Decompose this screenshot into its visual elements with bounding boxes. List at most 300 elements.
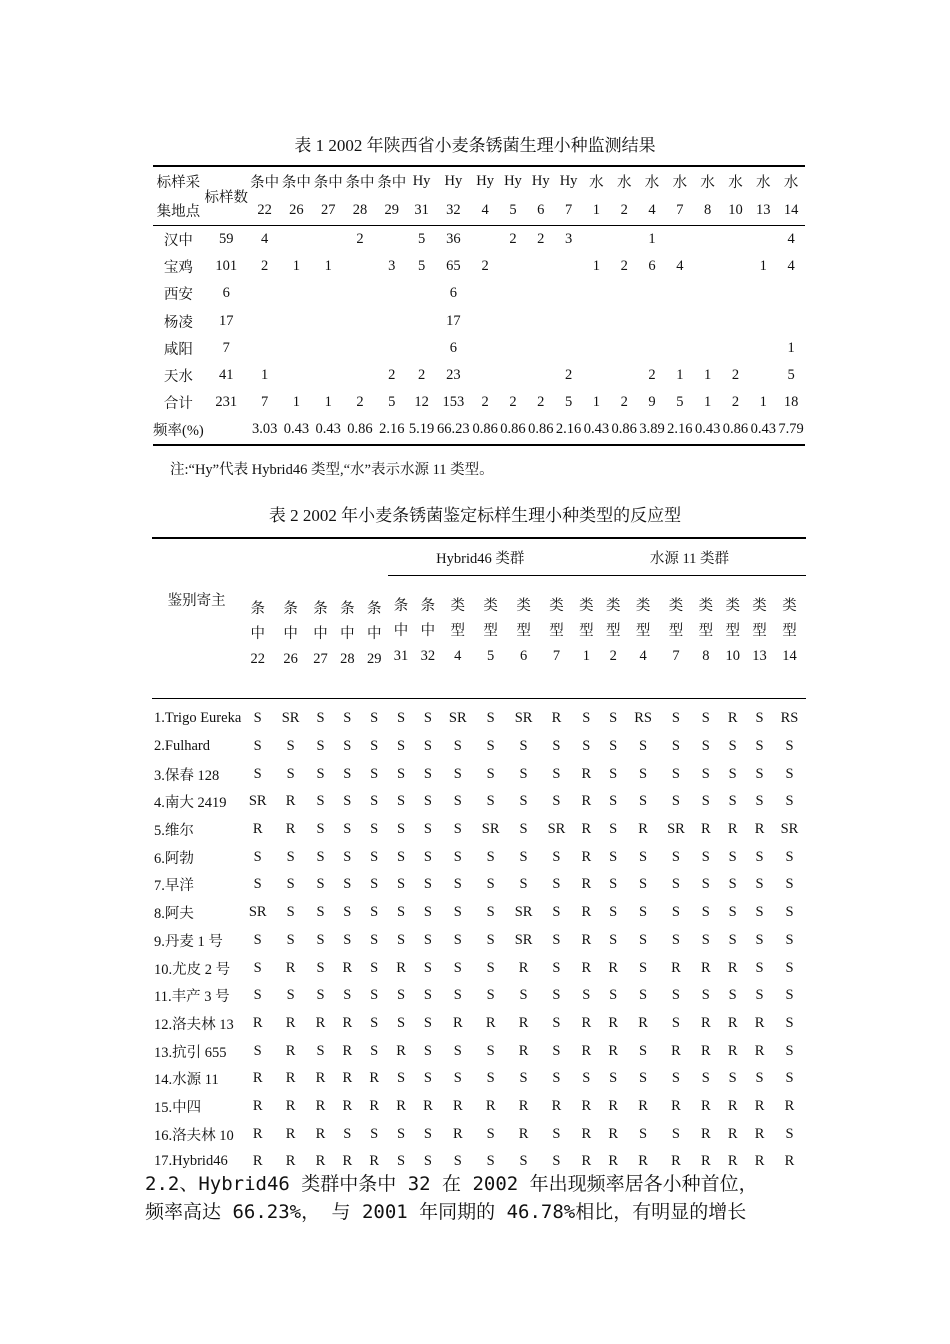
reaction-type: S <box>343 710 352 727</box>
race-count <box>344 362 376 389</box>
race-col-label <box>540 594 573 669</box>
reaction-type: R <box>581 1153 592 1170</box>
race-header-top: Hy <box>408 166 436 196</box>
reaction-type: S <box>609 931 618 948</box>
frequency-value: 2.16 <box>555 416 583 444</box>
reaction-type: R <box>518 1097 529 1114</box>
reaction-type: S <box>755 876 764 893</box>
reaction-type: S <box>370 738 379 755</box>
reaction-type: R <box>727 1014 738 1031</box>
reaction-type: R <box>518 1042 529 1059</box>
reaction-type: R <box>608 1153 619 1170</box>
reaction-type: R <box>608 1042 619 1059</box>
reaction-type: S <box>423 904 432 921</box>
race-count: 2 <box>731 394 740 411</box>
site-name: 咸阳 <box>163 341 193 358</box>
race-count <box>666 335 694 362</box>
race-col-label-part: 型 <box>483 623 498 639</box>
race-col-label-part: 条 <box>283 601 298 617</box>
table1 <box>153 165 805 446</box>
reaction-type: R <box>784 1153 795 1170</box>
reaction-type: S <box>785 904 794 921</box>
reaction-type: S <box>552 876 561 893</box>
race-count: 2 <box>356 231 364 248</box>
reaction-type: R <box>315 1153 326 1170</box>
reaction-type: S <box>397 765 406 782</box>
reaction-type: S <box>286 904 295 921</box>
reaction-type: S <box>609 904 618 921</box>
race-count <box>582 280 610 307</box>
reaction-type: S <box>701 848 710 865</box>
race-count: 2 <box>537 231 545 248</box>
reaction-type: R <box>551 710 562 727</box>
reaction-type: R <box>727 1125 738 1142</box>
race-count <box>666 226 694 254</box>
race-count: 2 <box>356 394 364 411</box>
table1-frequency-row <box>153 416 805 444</box>
reaction-type: S <box>370 987 379 1004</box>
reaction-type: S <box>486 710 495 727</box>
race-count <box>408 335 436 362</box>
sample-count: 231 <box>215 394 238 411</box>
reaction-type: S <box>671 710 680 727</box>
reaction-type: S <box>785 876 794 893</box>
reaction-type: S <box>343 987 352 1004</box>
race-count <box>722 280 750 307</box>
reaction-type: R <box>369 1153 380 1170</box>
reaction-type: R <box>608 1097 619 1114</box>
reaction-type: S <box>639 793 648 810</box>
reaction-type: SR <box>448 710 467 727</box>
race-count: 3 <box>388 258 396 275</box>
reaction-type: S <box>486 876 495 893</box>
race-count <box>777 308 805 335</box>
race-count <box>499 362 527 389</box>
race-col-header <box>307 538 334 699</box>
reaction-type: S <box>370 904 379 921</box>
reaction-type: R <box>608 1014 619 1031</box>
race-count <box>344 280 376 307</box>
reaction-type: S <box>701 765 710 782</box>
reaction-type: S <box>343 821 352 838</box>
race-count <box>376 308 408 335</box>
paragraph-line-2: 频率高达 66.23%， 与 2001 年同期的 46.78%相比，有明显的增长 <box>145 1201 747 1223</box>
race-col-header <box>773 576 806 699</box>
host-name: 6.阿勃 <box>154 850 194 867</box>
race-count: 6 <box>449 339 457 356</box>
race-count <box>408 308 436 335</box>
reaction-type: R <box>315 1125 326 1142</box>
race-count: 5 <box>564 394 573 411</box>
reaction-type: R <box>671 1097 681 1114</box>
reaction-type: R <box>342 1042 353 1059</box>
reaction-type: S <box>785 1125 794 1142</box>
reaction-type: S <box>639 931 648 948</box>
reaction-type: R <box>727 710 738 727</box>
reaction-type: S <box>552 765 561 782</box>
race-col-header <box>660 576 693 699</box>
reaction-type: S <box>370 1042 379 1059</box>
reaction-type: SR <box>248 904 267 921</box>
race-count <box>638 280 666 307</box>
race-count <box>344 253 376 280</box>
reaction-type: S <box>785 1070 794 1087</box>
reaction-type: R <box>581 931 592 948</box>
frequency-value: 0.43 <box>312 416 344 444</box>
reaction-type: S <box>701 904 710 921</box>
race-count: 153 <box>442 394 465 411</box>
frequency-value: 0.86 <box>471 416 499 444</box>
race-count <box>582 335 610 362</box>
reaction-type: R <box>285 959 296 976</box>
race-count <box>694 308 722 335</box>
reaction-type: S <box>728 848 737 865</box>
reaction-type: S <box>397 821 406 838</box>
race-count <box>666 308 694 335</box>
race-header-top: 条中 <box>376 166 408 196</box>
race-col-label-part: 中 <box>420 623 436 639</box>
race-header-top: Hy <box>471 166 499 196</box>
reaction-type: S <box>519 1070 528 1087</box>
race-count <box>281 226 313 254</box>
host-name: 14.水源 11 <box>154 1072 219 1089</box>
reaction-type: S <box>316 738 325 755</box>
race-col-label-part: 型 <box>549 623 564 639</box>
table-row <box>152 1093 806 1121</box>
host-name: 2.Fulhard <box>154 738 210 755</box>
reaction-type: S <box>486 848 495 865</box>
reaction-type: S <box>671 987 680 1004</box>
reaction-type: S <box>519 1153 528 1170</box>
reaction-type: S <box>785 987 794 1004</box>
reaction-type: S <box>316 765 325 782</box>
race-col-label-part: 型 <box>698 623 714 639</box>
reaction-type: S <box>671 1070 680 1087</box>
reaction-type: S <box>316 876 325 893</box>
race-count <box>376 280 408 307</box>
table-row <box>152 1010 806 1038</box>
reaction-type: S <box>453 821 462 838</box>
reaction-type: S <box>423 738 432 755</box>
race-col-label <box>600 594 627 669</box>
reaction-type: S <box>755 793 764 810</box>
reaction-type: R <box>581 765 592 782</box>
race-col-label <box>414 594 441 669</box>
race-count <box>749 226 777 254</box>
race-count <box>582 362 610 389</box>
reaction-type: R <box>485 1097 496 1114</box>
reaction-type: R <box>518 1014 529 1031</box>
sample-count: 59 <box>219 231 234 248</box>
reaction-type: S <box>671 904 680 921</box>
race-header-bottom: 28 <box>344 196 376 226</box>
reaction-type: S <box>453 987 462 1004</box>
race-col-label-part: 条 <box>420 598 436 614</box>
table-row <box>152 1120 806 1148</box>
race-count: 1 <box>324 258 332 275</box>
table-row <box>152 760 806 788</box>
frequency-label: 频率(%) <box>153 416 204 444</box>
race-col-label-part: 22 <box>250 651 265 667</box>
race-count <box>312 280 344 307</box>
race-col-label-part: 5 <box>487 648 495 664</box>
reaction-type: R <box>581 959 592 976</box>
reaction-type: S <box>486 1070 495 1087</box>
reaction-type: S <box>785 931 794 948</box>
reaction-type: S <box>701 1070 710 1087</box>
reaction-type: S <box>453 931 462 948</box>
sample-count: 41 <box>219 367 234 384</box>
frequency-value: 0.43 <box>582 416 610 444</box>
race-col-label-part: 型 <box>668 623 684 639</box>
reaction-type: SR <box>667 821 685 838</box>
race-count <box>722 253 750 280</box>
race-count <box>527 253 555 280</box>
race-col-label-part: 类 <box>668 598 684 614</box>
reaction-type: S <box>519 738 528 755</box>
race-count <box>249 280 281 307</box>
race-col-label-part: 条 <box>313 601 328 617</box>
reaction-type: S <box>253 738 262 755</box>
reaction-type: S <box>423 1042 432 1059</box>
reaction-type: S <box>701 931 710 948</box>
reaction-type: S <box>343 1125 352 1142</box>
race-count: 4 <box>676 258 684 275</box>
reaction-type: S <box>343 931 352 948</box>
race-count <box>312 335 344 362</box>
race-count <box>499 308 527 335</box>
reaction-type: S <box>609 738 618 755</box>
race-count: 1 <box>261 367 269 384</box>
reaction-type: S <box>728 876 737 893</box>
reaction-type: S <box>671 765 680 782</box>
reaction-type: S <box>639 904 648 921</box>
race-header-bottom: 8 <box>694 196 722 226</box>
reaction-type: SR <box>248 793 267 810</box>
reaction-type: R <box>581 1097 592 1114</box>
race-count <box>666 280 694 307</box>
reaction-type: S <box>397 904 406 921</box>
race-count <box>527 362 555 389</box>
reaction-type: S <box>519 848 528 865</box>
reaction-type: S <box>582 710 591 727</box>
reaction-type: S <box>755 765 764 782</box>
race-col-label-part: 类 <box>579 598 594 614</box>
reaction-type: R <box>423 1097 433 1114</box>
table-row <box>152 788 806 816</box>
race-col-label-part: 型 <box>450 623 466 639</box>
race-col-header <box>627 576 660 699</box>
reaction-type: R <box>342 1014 353 1031</box>
reaction-type: R <box>342 1097 353 1114</box>
race-count <box>722 335 750 362</box>
reaction-type: R <box>342 959 353 976</box>
reaction-type: R <box>638 821 648 838</box>
reaction-type: R <box>581 821 592 838</box>
reaction-type: S <box>552 931 561 948</box>
reaction-type: S <box>253 987 262 1004</box>
reaction-type: SR <box>281 710 300 727</box>
race-count <box>527 280 555 307</box>
race-count: 3 <box>564 231 573 248</box>
reaction-type: R <box>581 876 592 893</box>
race-count <box>610 280 638 307</box>
reaction-type: S <box>253 710 262 727</box>
race-header-top: 条中 <box>281 166 313 196</box>
race-count: 2 <box>417 367 426 384</box>
table-row <box>153 226 805 254</box>
race-col-label <box>573 594 600 669</box>
reaction-type: R <box>754 1153 765 1170</box>
reaction-type: R <box>727 1042 738 1059</box>
race-count: 1 <box>759 394 767 411</box>
reaction-type: R <box>727 821 738 838</box>
reaction-type: R <box>581 848 592 865</box>
race-header-top: 水 <box>582 166 610 196</box>
race-col-header <box>719 576 746 699</box>
reaction-type: S <box>785 848 794 865</box>
reaction-type: S <box>552 738 561 755</box>
reaction-type: S <box>397 793 406 810</box>
reaction-type: R <box>315 1070 326 1087</box>
race-col-header <box>241 538 274 699</box>
site-name: 天水 <box>163 369 193 386</box>
race-col-label-part: 10 <box>725 648 740 664</box>
reaction-type: S <box>486 931 495 948</box>
reaction-type: S <box>609 876 618 893</box>
reaction-type: S <box>343 848 352 865</box>
reaction-type: R <box>671 1153 681 1170</box>
race-count <box>582 308 610 335</box>
host-name: 11.丰产 3 号 <box>154 989 230 1006</box>
reaction-type: S <box>486 793 495 810</box>
race-count: 1 <box>592 394 600 411</box>
race-count: 1 <box>324 394 332 411</box>
frequency-value: 7.79 <box>777 416 805 444</box>
race-header-top: 水 <box>777 166 805 196</box>
reaction-type: S <box>397 848 406 865</box>
reaction-type: S <box>785 738 794 755</box>
race-header-bottom: 10 <box>722 196 750 226</box>
reaction-type: S <box>370 959 379 976</box>
race-col-label <box>361 597 388 672</box>
reaction-type: S <box>671 1014 680 1031</box>
race-col-label <box>307 597 334 672</box>
reaction-type: S <box>397 1070 406 1087</box>
reaction-type: R <box>285 793 296 810</box>
race-count <box>610 335 638 362</box>
reaction-type: R <box>701 1097 711 1114</box>
reaction-type: R <box>342 1153 353 1170</box>
race-col-label <box>660 594 693 669</box>
reaction-type: S <box>253 959 262 976</box>
reaction-type: S <box>639 738 648 755</box>
race-count <box>376 335 408 362</box>
reaction-type: S <box>423 710 432 727</box>
race-header-bottom: 7 <box>666 196 694 226</box>
reaction-type: S <box>755 931 764 948</box>
sample-count: 17 <box>219 312 234 329</box>
reaction-type: R <box>396 1042 406 1059</box>
reaction-type: S <box>552 959 561 976</box>
race-count <box>638 308 666 335</box>
sample-count: 7 <box>222 339 230 356</box>
race-count: 17 <box>446 312 461 329</box>
host-name: 5.维尔 <box>154 823 194 840</box>
reaction-type: S <box>519 987 528 1004</box>
reaction-type: S <box>552 848 561 865</box>
reaction-type: R <box>252 1014 263 1031</box>
reaction-type: S <box>316 821 325 838</box>
reaction-type: R <box>754 1097 765 1114</box>
reaction-type: R <box>784 1097 795 1114</box>
site-name: 合计 <box>163 396 193 413</box>
race-count: 2 <box>481 394 489 411</box>
frequency-value: 2.16 <box>666 416 694 444</box>
reaction-type: S <box>609 848 618 865</box>
table-row <box>153 308 805 335</box>
reaction-type: S <box>519 793 528 810</box>
reaction-type: S <box>582 738 591 755</box>
reaction-type: S <box>253 765 262 782</box>
reaction-type: S <box>253 876 262 893</box>
race-count <box>722 226 750 254</box>
reaction-type: S <box>423 1153 432 1170</box>
race-header-bottom: 7 <box>555 196 583 226</box>
race-col-label-part: 6 <box>519 648 528 664</box>
race-col-label-part: 29 <box>366 651 382 667</box>
race-count <box>249 308 281 335</box>
table-row <box>153 389 805 416</box>
race-count <box>471 335 499 362</box>
reaction-type: R <box>727 1153 738 1170</box>
reaction-type: S <box>728 738 737 755</box>
reaction-type: S <box>609 765 618 782</box>
table1-header-row-2 <box>153 196 805 226</box>
race-count <box>471 226 499 254</box>
reaction-type: R <box>252 1070 263 1087</box>
race-col-label-part: 类 <box>450 598 466 614</box>
reaction-type: S <box>728 987 737 1004</box>
race-count <box>499 280 527 307</box>
race-count <box>555 253 583 280</box>
reaction-type: S <box>728 931 737 948</box>
reaction-type: S <box>519 821 528 838</box>
reaction-type: R <box>285 1070 296 1087</box>
race-header-bottom: 31 <box>408 196 436 226</box>
reaction-type: S <box>785 765 794 782</box>
reaction-type: R <box>285 1014 296 1031</box>
race-count <box>471 280 499 307</box>
reaction-type: R <box>581 1125 592 1142</box>
table-row <box>153 362 805 389</box>
race-col-label-part: 中 <box>313 626 328 642</box>
reaction-type: R <box>315 1014 326 1031</box>
reaction-type: S <box>755 848 764 865</box>
reaction-type: R <box>754 821 765 838</box>
race-col-header <box>600 576 627 699</box>
reaction-type: S <box>453 793 462 810</box>
race-col-header <box>692 576 719 699</box>
race-header-bottom: 29 <box>376 196 408 226</box>
reaction-type: S <box>253 848 262 865</box>
reaction-type: R <box>608 1125 619 1142</box>
race-count: 2 <box>564 367 573 384</box>
reaction-type: S <box>486 1042 495 1059</box>
header-site-bottom: 集地点 <box>153 196 204 226</box>
reaction-type: R <box>485 1014 496 1031</box>
race-header-top: 水 <box>722 166 750 196</box>
